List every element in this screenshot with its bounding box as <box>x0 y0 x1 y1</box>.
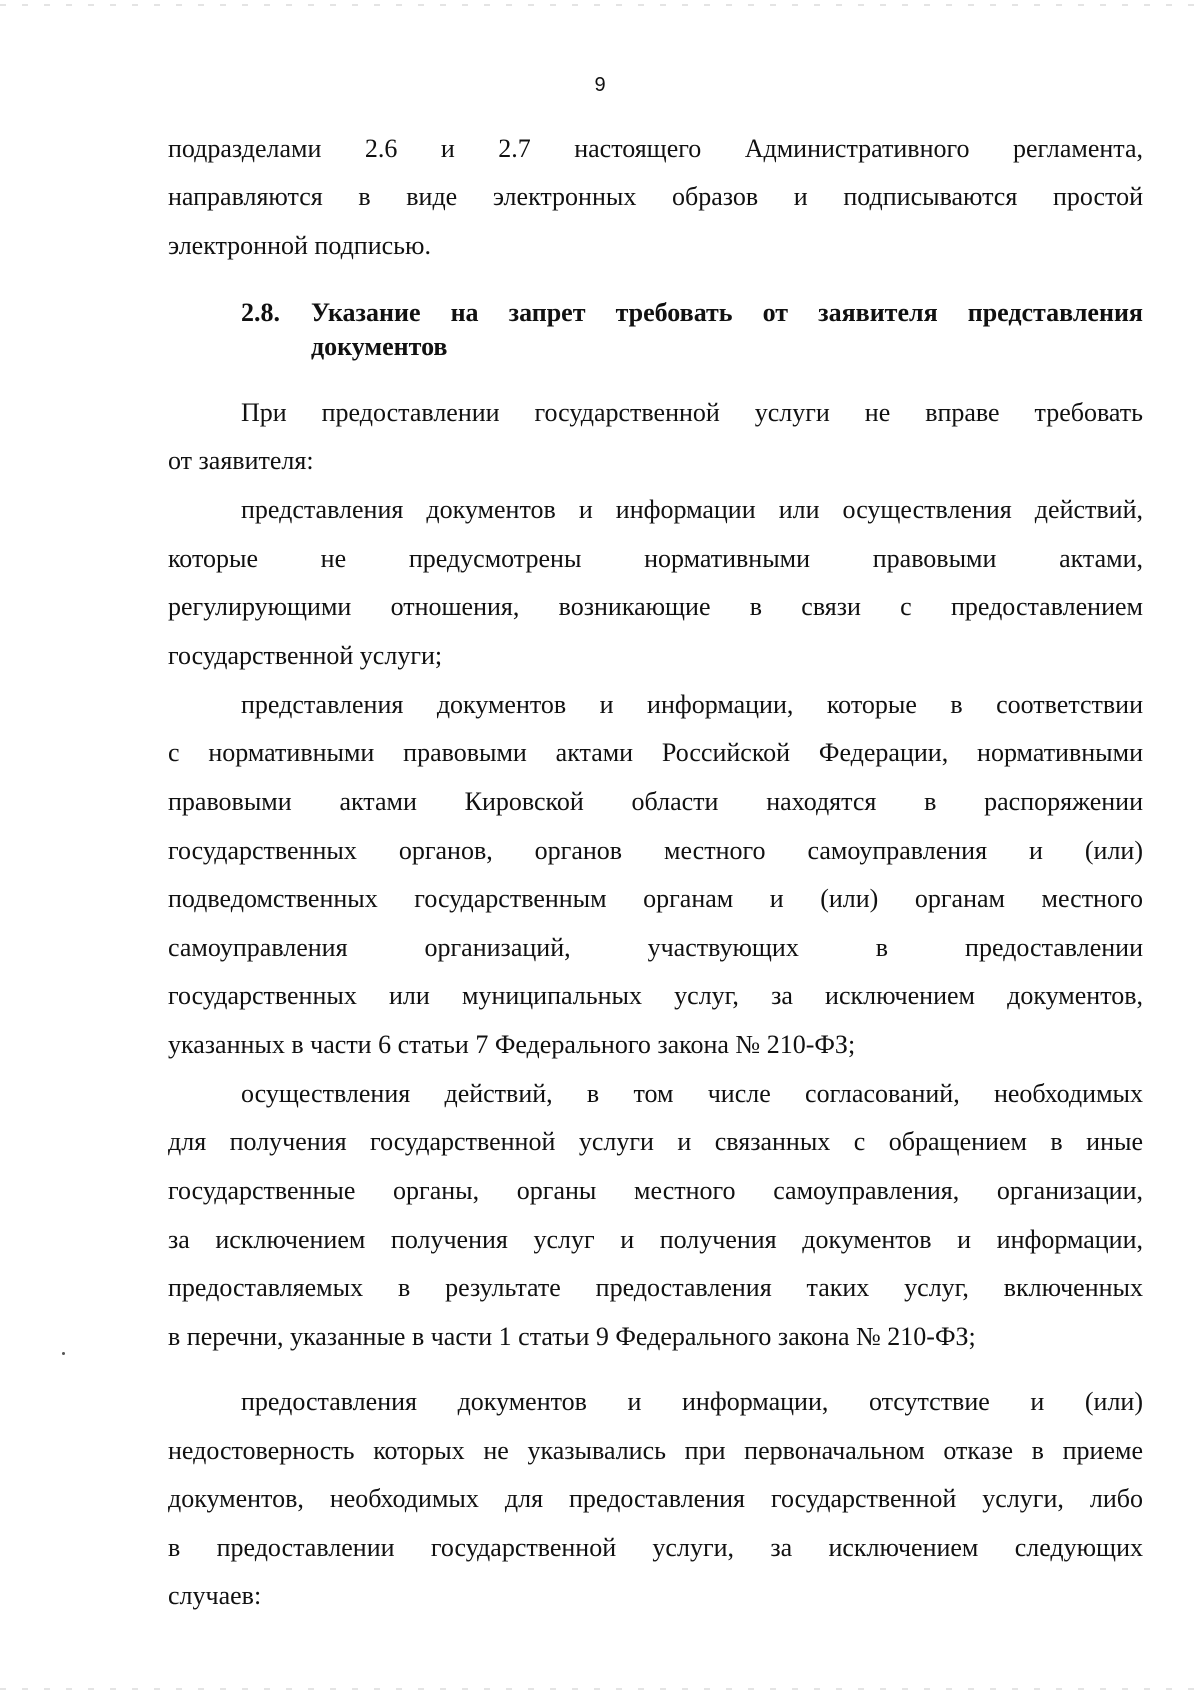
paragraph-line: При предоставлении государственной услуги не вправе требовать <box>241 398 1143 427</box>
scan-edge-top <box>0 4 1200 6</box>
paragraph-line: предоставления документов и информации, отсутствие и (или) <box>241 1387 1143 1416</box>
paragraph-line: от заявителя: <box>168 446 314 475</box>
paragraph-line: указанных в части 6 статьи 7 Федерального закона № 210-ФЗ; <box>168 1030 856 1059</box>
paragraph-line: недостоверность которых не указывались при первоначальном отказе в приеме <box>168 1436 1143 1465</box>
section-number: 2.8. <box>241 298 280 327</box>
paragraph-line: государственные органы, органы местного самоуправления, организации, <box>168 1176 1143 1205</box>
text-line: подразделами 2.6 и 2.7 настоящего Административного регламента, <box>168 134 1143 163</box>
paragraph-line: в предоставлении государственной услуги, за исключением следующих <box>168 1533 1143 1562</box>
paragraph-line: предоставляемых в результате предоставления таких услуг, включенных <box>168 1273 1143 1302</box>
paragraph-line: с нормативными правовыми актами Российской Федерации, нормативными <box>168 738 1143 767</box>
text-line: направляются в виде электронных образов и подписываются простой <box>168 182 1143 211</box>
paragraph-line: государственных или муниципальных услуг, за исключением документов, <box>168 981 1143 1010</box>
paragraph-line: которые не предусмотрены нормативными правовыми актами, <box>168 544 1143 573</box>
paragraph-line: документов, необходимых для предоставления государственной услуги, либо <box>168 1484 1143 1513</box>
paragraph-line: правовыми актами Кировской области находятся в распоряжении <box>168 787 1143 816</box>
paragraph-line: за исключением получения услуг и получения документов и информации, <box>168 1225 1143 1254</box>
paragraph-line: представления документов и информации, которые в соответствии <box>241 690 1143 719</box>
paragraph-line: случаев: <box>168 1581 262 1610</box>
paragraph-line: для получения государственной услуги и связанных с обращением в иные <box>168 1127 1143 1156</box>
scan-speck <box>62 1352 65 1355</box>
section-heading-continued: документов <box>311 332 448 361</box>
paragraph-line: государственных органов, органов местного самоуправления и (или) <box>168 836 1143 865</box>
paragraph-line: в перечни, указанные в части 1 статьи 9 Федерального закона № 210-ФЗ; <box>168 1322 976 1351</box>
scan-edge-bottom <box>0 1688 1200 1690</box>
page-number: 9 <box>594 74 606 96</box>
section-heading: Указание на запрет требовать от заявителя представления <box>311 298 1143 327</box>
paragraph-line: самоуправления организаций, участвующих в предоставлении <box>168 933 1143 962</box>
paragraph-line: осуществления действий, в том числе согласований, необходимых <box>241 1079 1143 1108</box>
paragraph-line: регулирующими отношения, возникающие в связи с предоставлением <box>168 592 1143 621</box>
paragraph-line: государственной услуги; <box>168 641 443 670</box>
paragraph-line: подведомственных государственным органам и (или) органам местного <box>168 884 1143 913</box>
text-line: электронной подписью. <box>168 231 431 260</box>
paragraph-line: представления документов и информации или осуществления действий, <box>241 495 1143 524</box>
